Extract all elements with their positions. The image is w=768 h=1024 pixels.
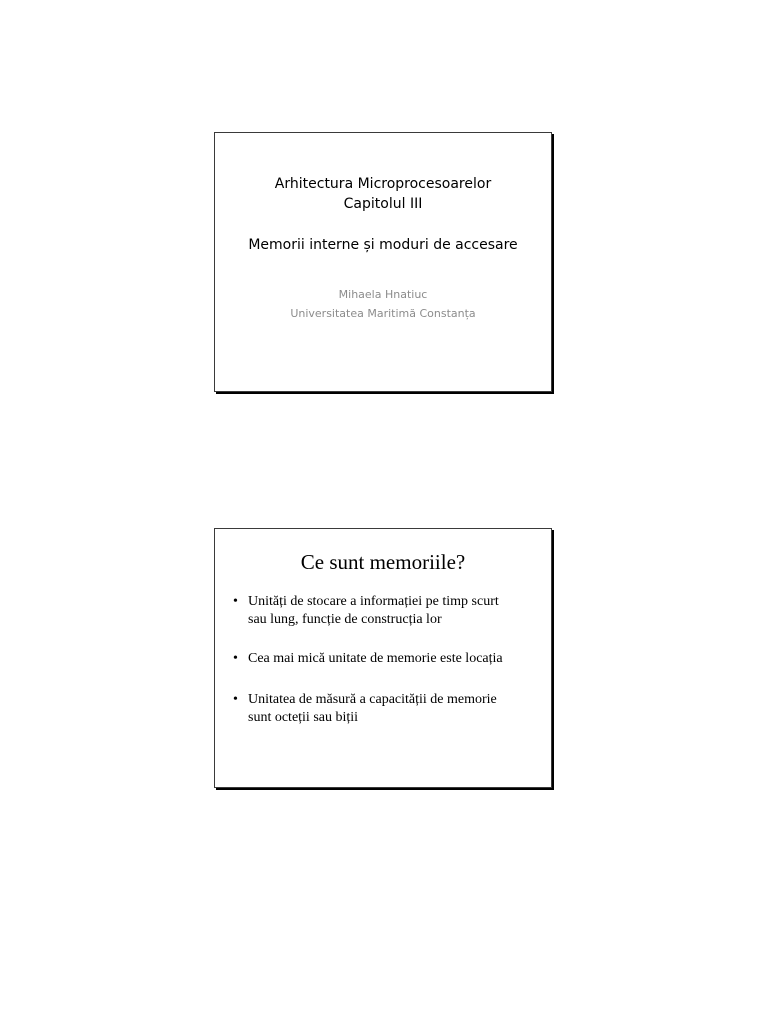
bullet-text-line: sau lung, funcție de construcția lor: [248, 612, 442, 627]
slide-2: [214, 528, 552, 788]
bullet-item: [233, 691, 541, 727]
bullet-text-line: Unitatea de măsură a capacității de memorie: [248, 692, 497, 707]
bullet-icon: •: [233, 594, 238, 609]
bullet-icon: •: [233, 651, 238, 666]
slide-1-title-line: Capitolul III: [343, 196, 423, 212]
slide-1-title: [215, 174, 551, 214]
author-name: Mihaela Hnatiuc: [338, 288, 428, 301]
slide-2-title: Ce sunt memoriile?: [300, 550, 466, 574]
slide-1-title-line: Arhitectura Microprocesoarelor: [274, 176, 492, 192]
bullet-text-line: Cea mai mică unitate de memorie este locația: [248, 651, 503, 666]
bullet-icon: •: [233, 692, 238, 707]
bullet-item: [233, 650, 541, 668]
bullet-item: [233, 593, 541, 629]
bullet-list: [233, 593, 541, 748]
slide-1-author-block: [215, 285, 551, 323]
bullet-text-line: Unități de stocare a informației pe timp scurt: [248, 594, 499, 609]
bullet-text-line: sunt octeții sau biții: [248, 710, 359, 725]
author-institution: Universitatea Maritimă Constanța: [290, 307, 476, 320]
slide-1-subtitle: Memorii interne și moduri de accesare: [248, 237, 518, 253]
slide-1: [214, 132, 552, 392]
